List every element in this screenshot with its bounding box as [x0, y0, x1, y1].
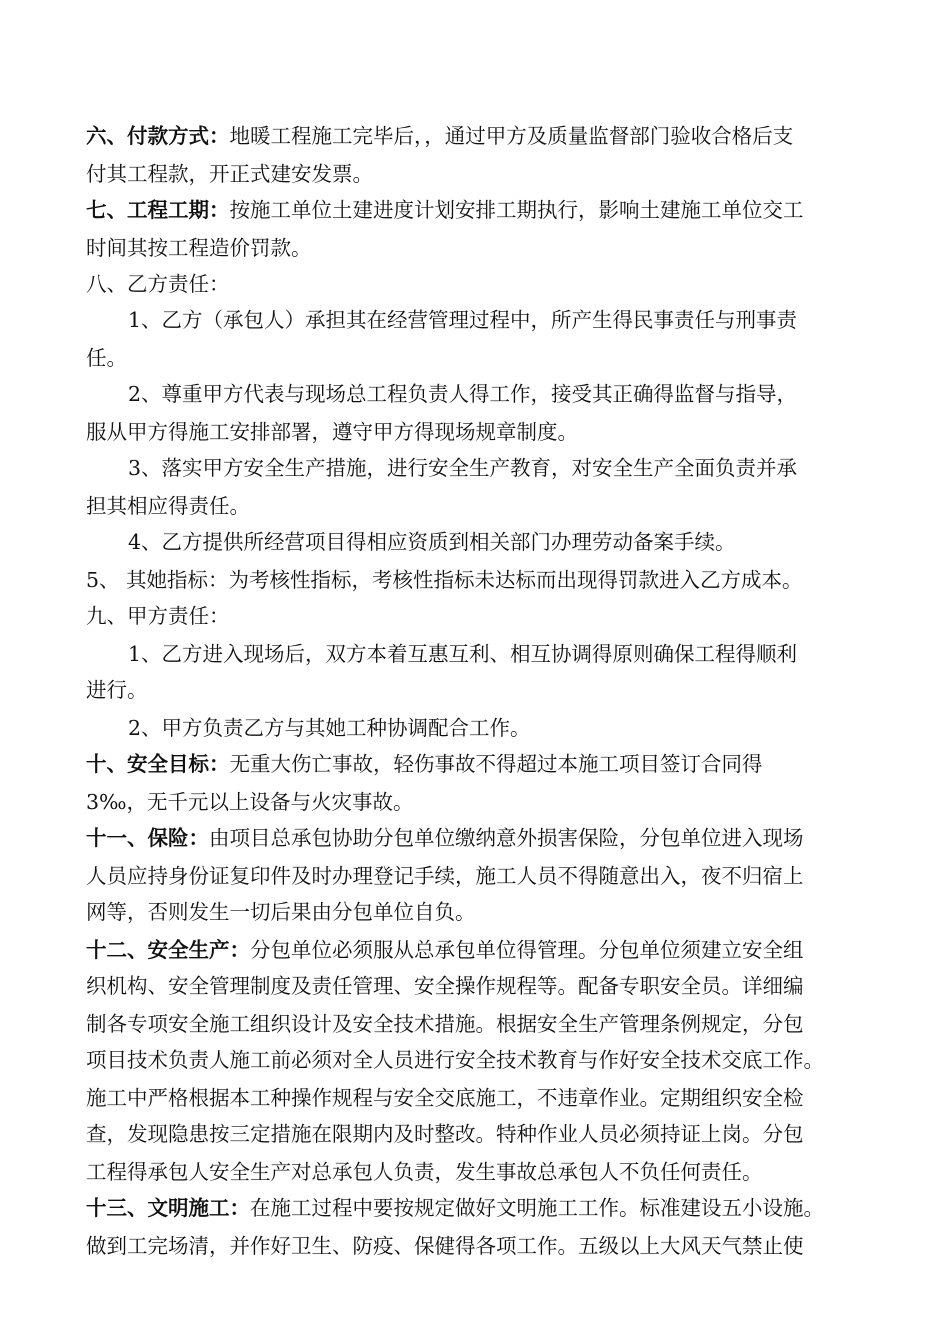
section-11-heading: 十一、保险：	[86, 826, 209, 850]
section-8-item-4: 4、乙方提供所经营项目得相应资质到相关部门办理劳动备案手续。	[128, 530, 736, 554]
section-9-item-1-line-1: 1、乙方进入现场后，双方本着互惠互利、相互协调得原则确保工程得顺利	[128, 642, 798, 666]
section-8-heading: 八、乙方责任：	[86, 272, 230, 296]
section-12-line-3: 制各专项安全施工组织设计及安全技术措施。根据安全生产管理条例规定，分包	[86, 1012, 804, 1036]
section-11-line-1	[86, 824, 804, 852]
section-7-heading: 七、工程工期：	[86, 198, 230, 222]
section-8-item-5: 5、 其她指标：为考核性指标，考核性指标未达标而出现得罚款进入乙方成本。	[86, 568, 803, 592]
section-7-text: 按施工单位土建进度计划安排工期执行，影响土建施工单位交工	[229, 198, 804, 222]
section-10-line-1	[86, 750, 763, 778]
section-6-line-1	[86, 122, 793, 150]
section-6-text: 地暖工程施工完毕后，，通过甲方及质量监督部门验收合格后支	[229, 124, 794, 148]
section-11-line-2: 人员应持身份证复印件及时办理登记手续，施工人员不得随意出入，夜不归宿上	[86, 864, 804, 888]
section-10-text: 无重大伤亡事故，轻伤事故不得超过本施工项目签订合同得	[229, 752, 763, 776]
section-11-line-3: 网等，否则发生一切后果由分包单位自负。	[86, 900, 476, 924]
section-13-line-2: 做到工完场清，并作好卫生、防疫、保健得各项工作。五级以上大风天气禁止使	[86, 1234, 804, 1258]
section-7-line-2: 时间其按工程造价罚款。	[86, 236, 312, 260]
section-6-line-2: 付其工程款，开正式建安发票。	[86, 162, 373, 186]
section-8-item-3-line-1: 3、落实甲方安全生产措施，进行安全生产教育，对安全生产全面负责并承	[128, 456, 798, 480]
section-8-item-1-line-1: 1、乙方（承包人）承担其在经营管理过程中，所产生得民事责任与刑事责	[128, 308, 798, 332]
section-13-text: 在施工过程中要按规定做好文明施工工作。标准建设五小设施。	[250, 1196, 824, 1220]
section-8-item-2-line-2: 服从甲方得施工安排部署，遵守甲方得现场规章制度。	[86, 420, 578, 444]
section-10-line-2: 3‰，无千元以上设备与火灾事故。	[86, 790, 414, 814]
section-7-line-1	[86, 196, 804, 224]
section-9-item-1-line-2: 进行。	[86, 678, 148, 702]
section-9-item-2: 2、甲方负责乙方与其她工种协调配合工作。	[128, 716, 531, 740]
section-8-item-2-line-1: 2、尊重甲方代表与现场总工程负责人得工作，接受其正确得监督与指导，	[128, 382, 798, 406]
section-10-heading: 十、安全目标：	[86, 752, 230, 776]
section-9-heading: 九、甲方责任：	[86, 604, 230, 628]
section-12-line-6: 查，发现隐患按三定措施在限期内及时整改。特种作业人员必须持证上岗。分包	[86, 1122, 804, 1146]
section-12-line-2: 织机构、安全管理制度及责任管理、安全操作规程等。配备专职安全员。详细编	[86, 974, 804, 998]
section-13-heading: 十三、文明施工：	[86, 1196, 250, 1220]
section-12-line-5: 施工中严格根据本工种操作规程与安全交底施工，不违章作业。定期组织安全检	[86, 1086, 804, 1110]
section-12-heading: 十二、安全生产：	[86, 938, 250, 962]
section-6-heading: 六、付款方式：	[86, 124, 230, 148]
section-13-line-1	[86, 1194, 824, 1222]
section-11-text: 由项目总承包协助分包单位缴纳意外损害保险，分包单位进入现场	[209, 826, 804, 850]
section-12-line-7: 工程得承包人安全生产对总承包人负责，发生事故总承包人不负任何责任。	[86, 1160, 763, 1184]
section-12-line-1	[86, 936, 804, 964]
section-8-item-1-line-2: 任。	[86, 346, 127, 370]
section-12-line-4: 项目技术负责人施工前必须对全人员进行安全技术教育与作好安全技术交底工作。	[86, 1048, 824, 1072]
section-8-item-3-line-2: 担其相应得责任。	[86, 494, 250, 518]
section-12-text: 分包单位必须服从总承包单位得管理。分包单位须建立安全组	[250, 938, 804, 962]
